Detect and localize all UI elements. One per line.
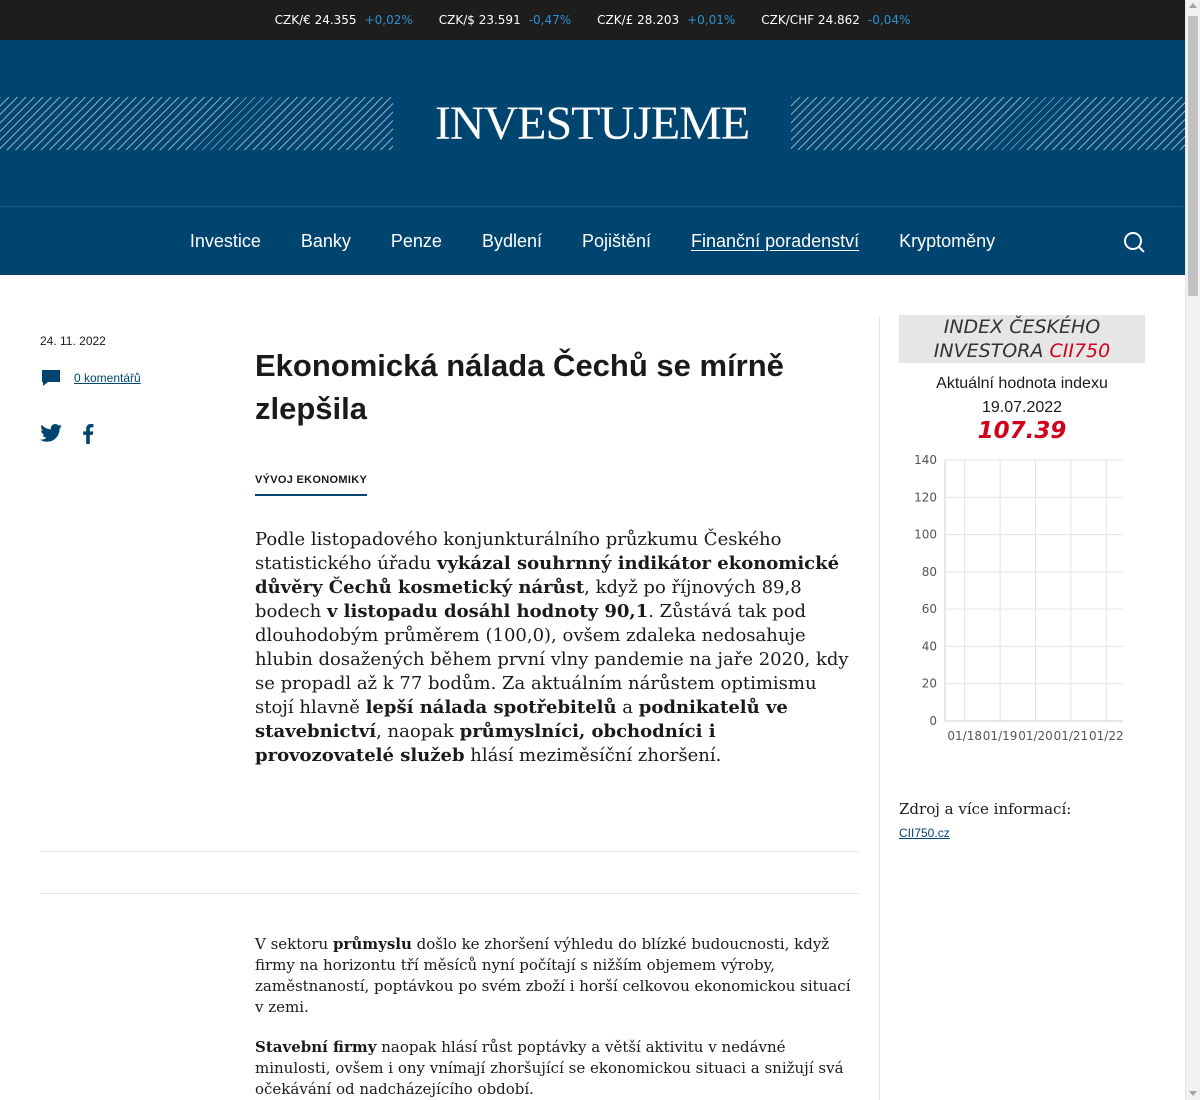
text-run: V sektoru — [255, 935, 333, 953]
text-run: , naopak — [376, 721, 460, 742]
x-tick-label: 01/21 — [1053, 729, 1089, 743]
sidebar-divider — [879, 316, 880, 1100]
article-paragraph-1 — [255, 934, 859, 1018]
text-run: a — [616, 697, 639, 718]
source-link[interactable]: CII750.cz — [899, 826, 950, 840]
x-tick-label: 01/20 — [1018, 729, 1053, 743]
index-value: 107.39 — [977, 418, 1067, 444]
y-tick-label: 120 — [914, 490, 937, 505]
main-navigation — [0, 206, 1185, 275]
y-tick-label: 100 — [914, 527, 937, 542]
bold-text: lepší nálada spotřebitelů — [365, 697, 617, 718]
header-stripes-right — [791, 97, 1185, 150]
y-tick-label: 140 — [914, 453, 937, 467]
scrollbar-thumb[interactable] — [1188, 16, 1198, 296]
nav-item[interactable]: Bydlení — [481, 230, 542, 251]
ticker-change: -0,04% — [867, 13, 911, 27]
bold-text: Stavební firmy — [255, 1038, 377, 1056]
source-label: Zdroj a více informací: — [899, 800, 1072, 818]
twitter-icon[interactable] — [40, 424, 62, 442]
ticker-pair: CZK/$ 23.591 — [438, 13, 521, 27]
x-tick-label: 01/19 — [982, 729, 1018, 743]
article-category-tag[interactable]: VÝVOJ EKONOMIKY — [255, 474, 367, 496]
ticker-pair: CZK/€ 24.355 — [274, 13, 357, 27]
scroll-up-arrow-icon[interactable] — [1189, 3, 1197, 8]
scroll-down-arrow-icon[interactable] — [1189, 1091, 1197, 1096]
header-stripes-left — [0, 97, 393, 150]
index-widget-title — [899, 315, 1145, 363]
y-tick-label: 20 — [921, 676, 937, 691]
x-tick-label: 01/18 — [947, 729, 982, 743]
ticker-change: -0,47% — [528, 13, 572, 27]
ticker-change: +0,02% — [364, 13, 413, 27]
nav-item[interactable]: Investice — [189, 230, 261, 251]
page-scrollbar[interactable] — [1185, 0, 1200, 1100]
nav-item[interactable]: Banky — [300, 230, 351, 251]
index-current-label — [899, 372, 1145, 420]
text-run: naopak hlásí růst poptávky a větší aktivitu v nedávné minulosti, ovšem i ony vnímají zhoršující se ekonomickou situaci a snižují svá očekávání od nadcházejícího období. — [255, 1038, 844, 1098]
article-paragraph-2 — [255, 1037, 859, 1100]
currency-ticker — [0, 0, 1185, 40]
ticker-pair: CZK/CHF 24.862 — [761, 13, 860, 27]
nav-item[interactable]: Kryptoměny — [899, 230, 996, 251]
site-header — [0, 40, 1185, 206]
search-icon[interactable] — [1123, 231, 1145, 253]
article-lead — [255, 528, 855, 768]
text-run: hlásí meziměsíční zhoršení. — [464, 745, 722, 766]
ticker-pair: CZK/£ 28.203 — [597, 13, 680, 27]
nav-item[interactable]: Penze — [390, 230, 442, 251]
nav-item[interactable]: Pojištění — [581, 230, 652, 251]
ticker-item — [761, 13, 910, 27]
ticker-change: +0,01% — [687, 13, 736, 27]
y-tick-label: 40 — [921, 639, 937, 654]
site-logo[interactable]: INVESTUJEME — [434, 97, 750, 150]
text-run: . Zůstává tak pod dlouhodobým průměrem (100,0), ovšem zdaleka nedosahuje hlubin dosažených během první vlny pandemie na jaře 2020, kdy se propadl až k 77 bodům. Za aktuálním nárůstem optimismu stojí hlavně — [255, 601, 849, 718]
text-run: , když po říjnových 89,8 bodech — [255, 577, 802, 622]
y-tick-label: 80 — [921, 564, 937, 579]
comment-icon — [40, 368, 62, 388]
facebook-icon[interactable] — [82, 424, 94, 444]
bold-text: průmyslníci, obchodníci i provozovatelé služeb — [255, 721, 716, 766]
ticker-item — [439, 13, 571, 27]
comments-link[interactable] — [40, 368, 141, 388]
index-date: 19.07.2022 — [981, 399, 1063, 416]
y-tick-label: 0 — [929, 714, 937, 728]
x-tick-label: 01/22 — [1089, 729, 1124, 743]
divider — [40, 851, 859, 852]
text-run: Podle listopadového konjunkturálního průzkumu Českého statistického úřadu — [255, 529, 782, 574]
ticker-item — [597, 13, 735, 27]
index-title-text: INDEX ČESKÉHO INVESTORA — [933, 316, 1101, 362]
index-title-accent: CII750 — [1049, 340, 1111, 362]
article-date: 24. 11. 2022 — [40, 334, 106, 348]
nav-item[interactable]: Finanční poradenství — [691, 230, 860, 251]
share-buttons — [40, 424, 94, 444]
index-chart — [899, 450, 1145, 750]
index-subtitle: Aktuální hodnota indexu — [936, 375, 1108, 392]
bold-text: vykázal souhrnný indikátor ekonomické důvěry Čechů kosmetický nárůst — [255, 553, 840, 598]
comments-count[interactable]: 0 komentářů — [74, 371, 141, 385]
bold-text: v listopadu dosáhl hodnoty 90,1 — [326, 601, 649, 622]
y-tick-label: 60 — [921, 602, 937, 617]
divider — [40, 893, 859, 894]
bold-text: průmyslu — [332, 935, 412, 953]
text-run: došlo ke zhoršení výhledu do blízké budoucnosti, když firmy na horizontu tří měsíců nyní počítají s nižším objemem výroby, zaměstnaností, poptávkou po svém zboží i horší celkovou ekonomickou situací v zemi. — [255, 935, 851, 1016]
bold-text: podnikatelů ve stavebnictví — [255, 697, 788, 742]
article-title: Ekonomická nálada Čechů se mírně zlepšila — [255, 348, 784, 426]
ticker-item — [275, 13, 413, 27]
